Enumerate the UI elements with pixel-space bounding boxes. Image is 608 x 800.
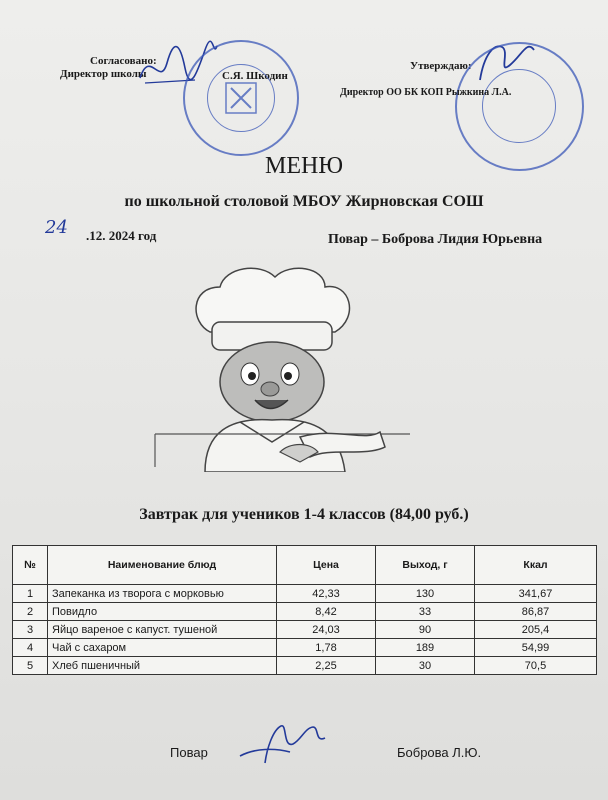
- cell-kcal: 70,5: [475, 657, 597, 675]
- cell-dish-name: Повидло: [48, 603, 277, 621]
- cell-dish-name: Хлеб пшеничный: [48, 657, 277, 675]
- cell-output: 130: [376, 585, 475, 603]
- chef-illustration: [150, 262, 450, 472]
- date-handwritten-day: 24: [45, 217, 68, 238]
- cell-kcal: 86,87: [475, 603, 597, 621]
- cell-number: 2: [13, 603, 48, 621]
- school-stamp: [183, 40, 299, 156]
- cell-dish-name: Чай с сахаром: [48, 639, 277, 657]
- footer-cook-label: Повар: [170, 745, 208, 760]
- page-subtitle: по школьной столовой МБОУ Жирновская СОШ: [124, 193, 484, 210]
- cell-dish-name: Запеканка из творога с морковью: [48, 585, 277, 603]
- signature-cook: [235, 718, 330, 768]
- header-price: Цена: [277, 546, 376, 585]
- cell-output: 33: [376, 603, 475, 621]
- breakfast-title: Завтрак для учеников 1-4 классов (84,00 руб.): [139, 506, 469, 523]
- cell-number: 1: [13, 585, 48, 603]
- cook-line: Повар – Боброва Лидия Юрьевна: [328, 232, 543, 247]
- cell-number: 5: [13, 657, 48, 675]
- header-dish-name: Наименование блюд: [48, 546, 277, 585]
- cell-number: 4: [13, 639, 48, 657]
- cell-price: 8,42: [277, 603, 376, 621]
- cell-output: 189: [376, 639, 475, 657]
- director-school-label: Директор школы: [60, 68, 147, 80]
- footer-cook-name: Боброва Л.Ю.: [397, 745, 482, 760]
- cell-kcal: 205,4: [475, 621, 597, 639]
- cell-kcal: 341,67: [475, 585, 597, 603]
- header-number: №: [13, 546, 48, 585]
- cell-dish-name: Яйцо вареное с капуст. тушеной: [48, 621, 277, 639]
- director-oo-label: Директор ОО БК КОП Рыжкина Л.А.: [340, 87, 512, 98]
- table-row: [13, 621, 597, 639]
- organization-stamp: [455, 42, 584, 171]
- cell-number: 3: [13, 621, 48, 639]
- approved-caption: Согласовано:: [90, 55, 157, 67]
- table-header-row: [13, 546, 597, 585]
- cell-output: 90: [376, 621, 475, 639]
- menu-table: [12, 545, 597, 675]
- cell-price: 42,33: [277, 585, 376, 603]
- page-title: МЕНЮ: [265, 153, 343, 179]
- cell-kcal: 54,99: [475, 639, 597, 657]
- table-row: [13, 639, 597, 657]
- header-output: Выход, г: [376, 546, 475, 585]
- cell-output: 30: [376, 657, 475, 675]
- header-kcal: Ккал: [475, 546, 597, 585]
- director-school-name: С.Я. Шкодин: [222, 70, 288, 82]
- table-row: [13, 657, 597, 675]
- cell-price: 1,78: [277, 639, 376, 657]
- date-text: .12. 2024 год: [86, 228, 157, 243]
- cell-price: 24,03: [277, 621, 376, 639]
- table-row: [13, 585, 597, 603]
- cell-price: 2,25: [277, 657, 376, 675]
- confirm-caption: Утверждаю:: [410, 60, 472, 72]
- table-row: [13, 603, 597, 621]
